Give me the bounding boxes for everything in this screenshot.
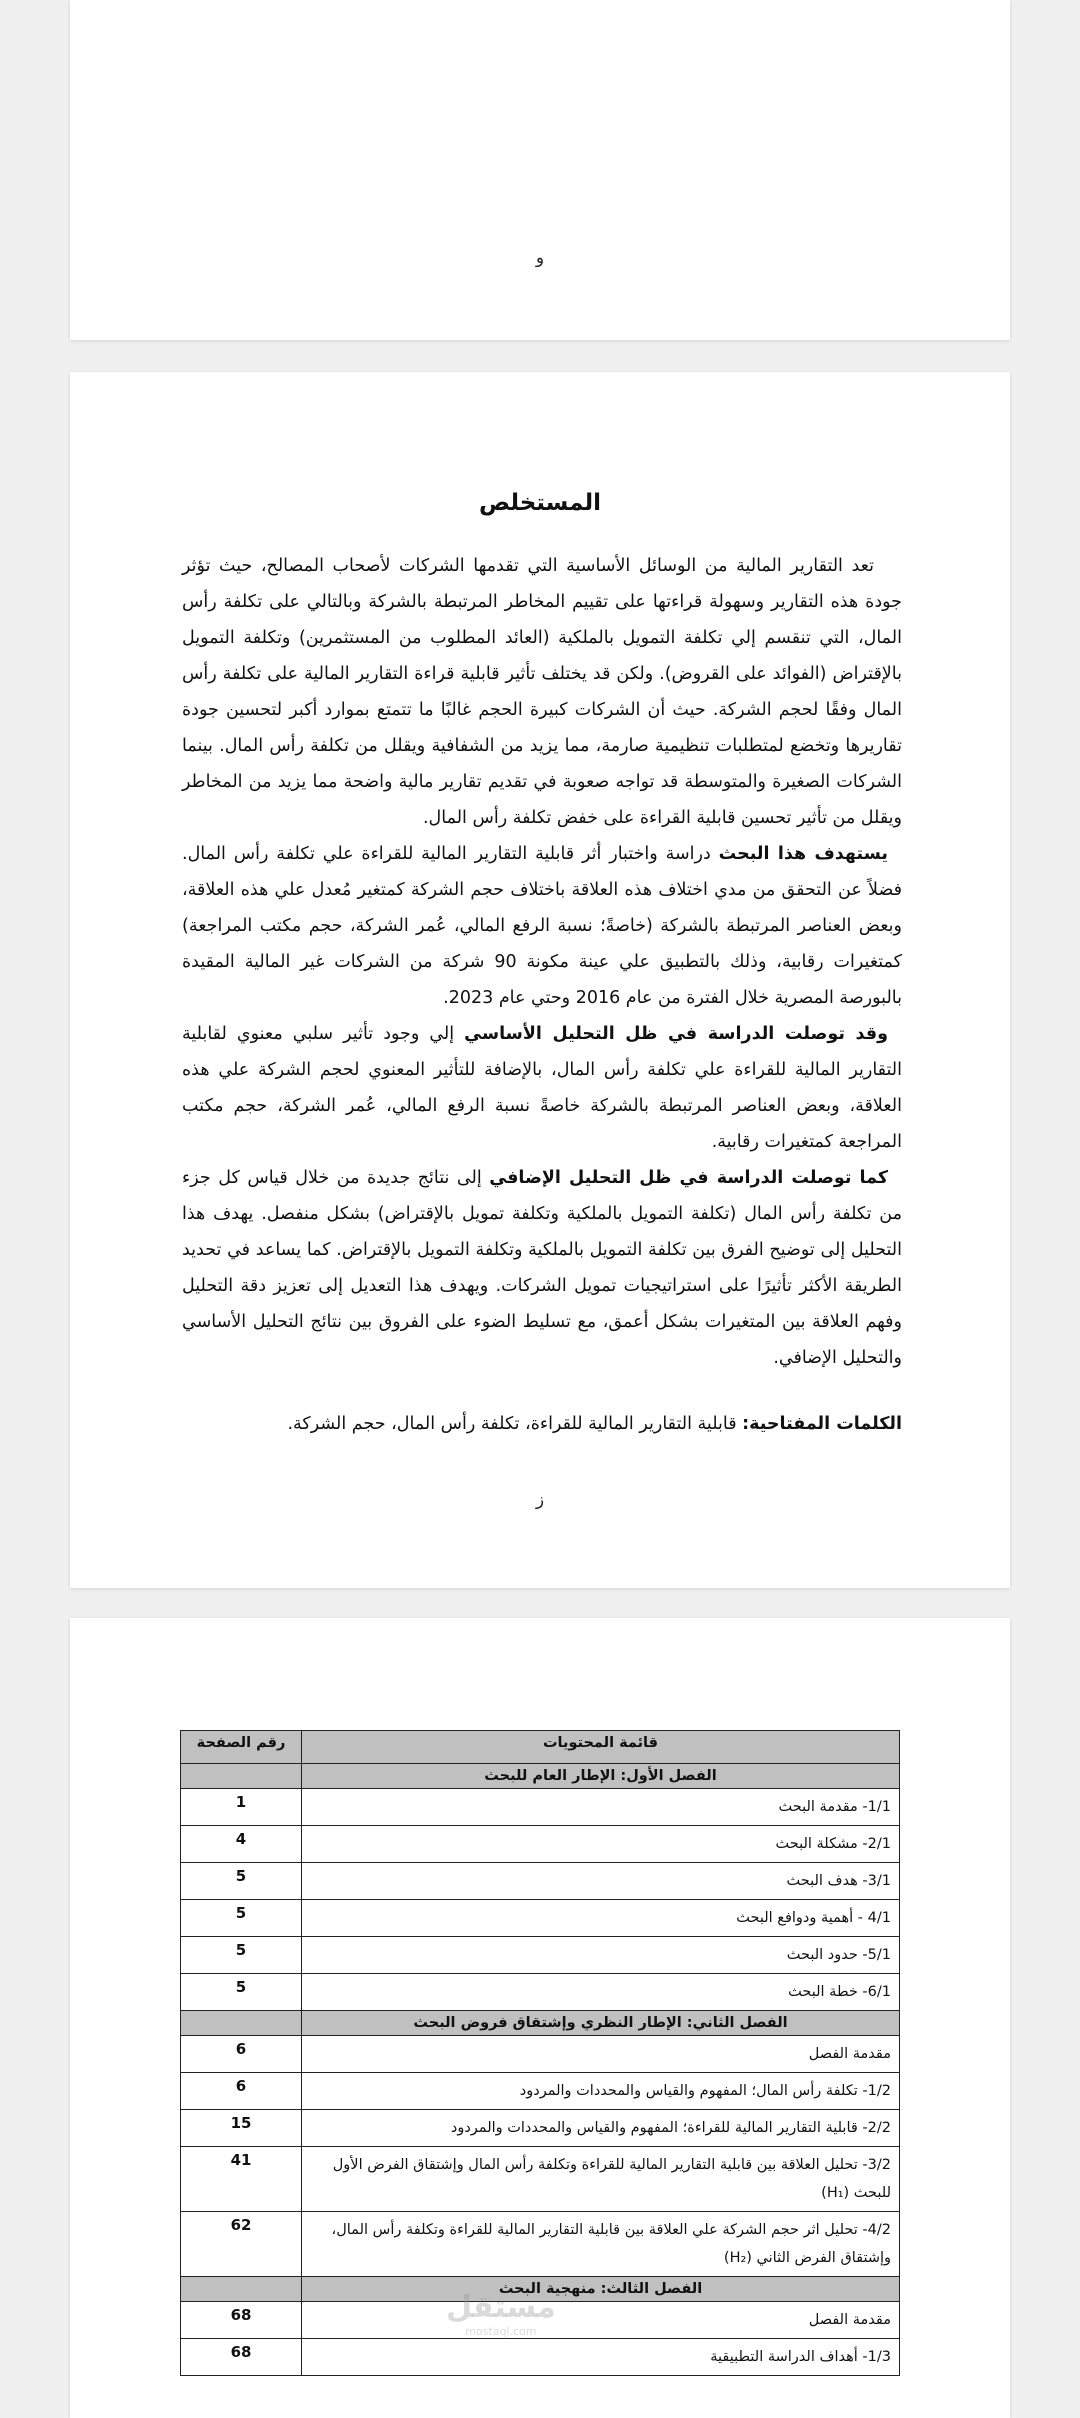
toc-row-title: 6/1- خطة البحث (302, 1974, 900, 2011)
watermark-text: مستقل (446, 2290, 556, 2325)
page-1 (70, 0, 1010, 340)
toc-row-page: 4 (181, 1826, 302, 1863)
paragraph-3-text: إلي وجود تأثير سلبي معنوي لقابلية التقارير المالية للقراءة علي تكلفة رأس المال، بالإضافة للتأثير المعنوي لحجم الشركة علي هذه العلاقة، وبعض العناصر المرتبطة بالشركة خاصةً نسبة الرفع المالي، عُمر الشركة، حجم مكتب المراجعة كمتغيرات رقابية. (182, 1024, 902, 1152)
toc-chapter-1: الفصل الأول: الإطار العام للبحث (302, 1764, 900, 1789)
table-of-contents (180, 1730, 900, 2376)
toc-chapter-2: الفصل الثاني: الإطار النظري وإشتقاق فروض البحث (302, 2011, 900, 2036)
abstract-paragraph-3 (182, 1016, 902, 1160)
toc-row-title: 3/1- هدف البحث (302, 1863, 900, 1900)
page-number: و (535, 248, 545, 268)
toc-row-page: 5 (181, 1974, 302, 2011)
toc-row-page: 5 (181, 1863, 302, 1900)
toc-header-page: رقم الصفحة (181, 1731, 302, 1764)
paragraph-4-lead: كما توصلت الدراسة في ظل التحليل الإضافي (489, 1168, 888, 1188)
toc-row-page: 5 (181, 1937, 302, 1974)
toc-row-page: 68 (181, 2339, 302, 2376)
toc-row-title: 2/2- قابلية التقارير المالية للقراءة؛ المفهوم والقياس والمحددات والمردود (302, 2110, 900, 2147)
toc-row-page: 6 (181, 2073, 302, 2110)
toc-row-title: 1/3- أهداف الدراسة التطبيقية (302, 2339, 900, 2376)
watermark (446, 2290, 556, 2338)
toc-row-title: 2/1- مشكلة البحث (302, 1826, 900, 1863)
paragraph-3-lead: وقد توصلت الدراسة في ظل التحليل الأساسي (464, 1024, 888, 1044)
keywords-text: قابلية التقارير المالية للقراءة، تكلفة رأس المال، حجم الشركة. (287, 1414, 743, 1434)
toc-header-title: قائمة المحتويات (302, 1731, 900, 1764)
toc-row-title: 1/1- مقدمة البحث (302, 1789, 900, 1826)
abstract-paragraph-4 (182, 1160, 902, 1376)
abstract-paragraph-1: تعد التقارير المالية من الوسائل الأساسية التي تقدمها الشركات لأصحاب المصالح، حيث تؤثر جودة هذه التقارير وسهولة قراءتها على تقييم المخاطر المرتبطة بالشركة وبالتالي على تكلفة رأس المال، التي تنقسم إلي تكلفة التمويل بالملكية (العائد المطلوب من المستثمرين) وتكلفة التمويل بالإقتراض (الفوائد على القروض). ولكن قد يختلف تأثير قابلية قراءة التقارير المالية على تكلفة رأس المال وفقًا لحجم الشركة. حيث أن الشركات كبيرة الحجم غالبًا ما تتمتع بموارد أكبر لتحسين جودة تقاريرها وتخضع لمتطلبات تنظيمية صارمة، مما يزيد من الشفافية ويقلل من تكلفة رأس المال. بينما الشركات الصغيرة والمتوسطة قد تواجه صعوبة في تقديم تقارير مالية واضحة مما يزيد من المخاطر ويقلل من تأثير تحسين قابلية القراءة على خفض تكلفة رأس المال. (182, 556, 902, 828)
toc-row-page: 62 (181, 2212, 302, 2277)
paragraph-4-text: إلى نتائج جديدة من خلال قياس كل جزء من تكلفة رأس المال (تكلفة التمويل بالملكية وتكلفة تمويل بالإقتراض) بشكل منفصل. يهدف هذا التحليل إلى توضيح الفرق بين تكلفة التمويل بالملكية وتكلفة التمويل بالإقتراض. كما يساعد في تحديد الطريقة الأكثر تأثيرًا على استراتيجيات تمويل الشركات. ويهدف هذا التعديل إلى تعزيز دقة التحليل وفهم العلاقة بين المتغيرات بشكل أعمق، مع تسليط الضوء على الفروق بين نتائج التحليل الأساسي والتحليل الإضافي. (182, 1168, 902, 1368)
toc-row-title: 5/1- حدود البحث (302, 1937, 900, 1974)
toc-row-page: 1 (181, 1789, 302, 1826)
toc-chapter-3: الفصل الثالث: منهجية البحث (302, 2277, 900, 2302)
paragraph-2-text: دراسة واختبار أثر قابلية التقارير المالية للقراءة علي تكلفة رأس المال. فضلاً عن التحقق من مدي اختلاف هذه العلاقة باختلاف حجم الشركة كمتغير مُعدل علي هذه العلاقة، وبعض العناصر المرتبطة بالشركة (خاصةً؛ نسبة الرفع المالي، عُمر الشركة، حجم مكتب المراجعة) كمتغيرات رقابية، وذلك بالتطبيق علي عينة مكونة 90 شركة من الشركات غير المالية المقيدة بالبورصة المصرية خلال الفترة من عام 2016 وحتي عام 2023. (182, 844, 902, 1008)
toc-row-title: مقدمة الفصل (302, 2302, 900, 2339)
toc-row-page: 41 (181, 2147, 302, 2212)
abstract-title: المستخلص (478, 490, 602, 516)
toc-row-title: 4/2- تحليل اثر حجم الشركة علي العلاقة بين قابلية التقارير المالية للقراءة وتكلفة رأس المال، وإشتقاق الفرض الثاني (H₂) (302, 2212, 900, 2277)
toc-row-title: 4/1 - أهمية ودوافع البحث (302, 1900, 900, 1937)
watermark-url: mostaql.com (465, 2325, 537, 2338)
page-2-abstract (70, 372, 1010, 1588)
toc-row-page: 5 (181, 1900, 302, 1937)
toc-row-title: 3/2- تحليل العلاقة بين قابلية التقارير المالية للقراءة وتكلفة رأس المال وإشتقاق الفرض الأول للبحث (H₁) (302, 2147, 900, 2212)
toc-row-title: 1/2- تكلفة رأس المال؛ المفهوم والقياس والمحددات والمردود (302, 2073, 900, 2110)
toc-row-title: مقدمة الفصل (302, 2036, 900, 2073)
abstract-body (182, 548, 902, 1376)
toc-row-page: 6 (181, 2036, 302, 2073)
abstract-paragraph-2 (182, 836, 902, 1016)
paragraph-2-lead: يستهدف هذا البحث (718, 844, 888, 864)
page-number: ز (535, 1490, 545, 1510)
keywords (182, 1414, 902, 1434)
toc-row-page: 15 (181, 2110, 302, 2147)
keywords-label: الكلمات المفتاحية: (742, 1414, 902, 1434)
toc-row-page: 68 (181, 2302, 302, 2339)
